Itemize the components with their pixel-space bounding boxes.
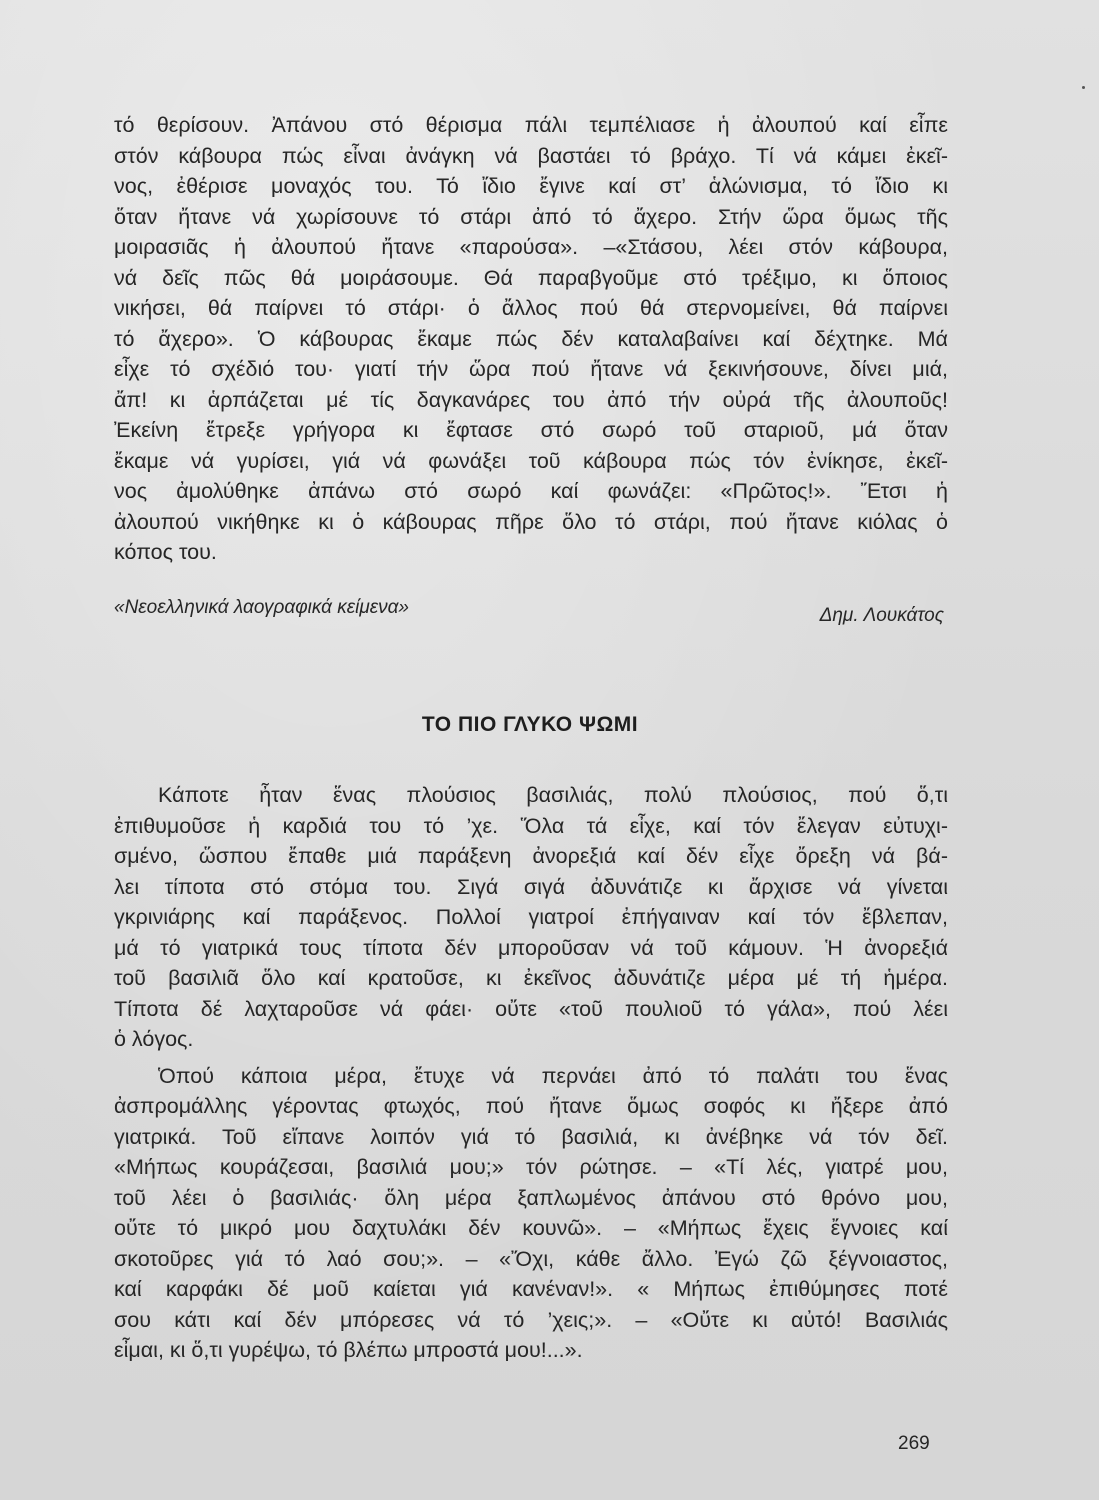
text-line: γιατρικά. Τοῦ εἴπανε λοιπόν γιά τό βασιλιά, κι ἀνέβηκε νά τόν δεῖ. [114,1124,948,1149]
text-line: λει τίποτα στό στόμα του. Σιγά σιγά ἀδυνάτιζε κι ἄρχισε νά γίνεται [114,874,948,899]
text-line: Τίποτα δέ λαχταροῦσε νά φάει· οὔτε «τοῦ πουλιοῦ τό γάλα», πού λέει [114,996,948,1021]
text-line: εἶμαι, κι ὅ,τι γυρέψω, τό βλέπω μπροστά μου!...». [114,1338,583,1362]
text-line: νος, ἐθέρισε μοναχός του. Τό ἴδιο ἔγινε καί στ’ ἁλώνισμα, τό ἴδιο κι [114,174,948,198]
text-line: γκρινιάρης καί παράξενος. Πολλοί γιατροί ἐπήγαιναν καί τόν ἔβλεπαν, [114,905,948,929]
text-line: τό ἄχερο». Ὁ κάβουρας ἔκαμε πώς δέν καταλαβαίνει καί δέχτηκε. Μά [114,326,948,351]
page-number: 269 [898,1433,930,1454]
text-line: οὔτε τό μικρό μου δαχτυλάκι δέν κουνῶ». – «Μήπως ἔχεις ἔγνοιες καί [114,1216,948,1240]
story-title: ΤΟ ΠΙΟ ΓΛΥΚΟ ΨΩΜΙ [421,713,639,736]
text-line: Ὁπού κάποια μέρα, ἔτυχε νά περνάει ἀπό τό παλάτι του ἕνας [158,1063,948,1088]
text-line: νος ἀμολύθηκε ἀπάνω στό σωρό καί φωνάζει: «Πρῶτος!». Ἔτσι ἡ [114,479,948,503]
text-line: ἐπιθυμοῦσε ἡ καρδιά του τό ’χε. Ὅλα τά εἶχε, καί τόν ἔλεγαν εὐτυχι- [114,813,948,838]
text-line: τοῦ λέει ὁ βασιλιάς· ὅλη μέρα ξαπλωμένος ἀπάνου στό θρόνο μου, [114,1185,948,1210]
text-line: σμένο, ὥσπου ἔπαθε μιά παράξενη ἀνορεξιά καί δέν εἶχε ὄρεξη νά βά- [114,844,948,868]
text-line: τό θερίσουν. Ἀπάνου στό θέρισμα πάλι τεμπέλιασε ἡ ἀλουπού καί εἶπε [114,113,948,137]
text-line: σκοτοῦρες γιά τό λαό σου;». – «Ὄχι, κάθε ἄλλο. Ἐγώ ζῶ ξέγνοιαστος, [114,1246,948,1271]
text-line: νά δεῖς πῶς θά μοιράσουμε. Θά παραβγοῦμε στό τρέξιμο, κι ὅποιος [114,265,948,290]
text-line: «Μήπως κουράζεσαι, βασιλιά μου;» τόν ρώτησε. – «Τί λές, γιατρέ μου, [114,1155,948,1179]
text-line: μοιρασιᾶς ἡ ἀλουπού ἤτανε «παρούσα». –«Στάσου, λέει στόν κάβουρα, [114,235,948,259]
text-line: εἶχε τό σχέδιό του· γιατί τήν ὥρα πού ἤτανε νά ξεκινήσουνε, δίνει μιά, [114,357,948,381]
text-line: καί καρφάκι δέ μοῦ καίεται γιά κανέναν!». « Μήπως ἐπιθύμησες ποτέ [114,1277,948,1301]
text-line: μά τό γιατρικά τους τίποτα δέν μποροῦσαν νά τοῦ κάμουν. Ἡ ἀνορεξιά [114,935,948,960]
author-name: Δημ. Λουκάτος [819,605,944,626]
paragraph [114,1061,948,1366]
text-line: ἀσπρομάλλης γέροντας φτωχός, πού ἤτανε ὅμως σοφός κι ἤξερε ἀπό [114,1094,948,1118]
text-line: ἀλουπού νικήθηκε κι ὁ κάβουρας πῆρε ὅλο τό στάρι, πού ἤτανε κιόλας ὁ [114,509,948,534]
text-line: Κάποτε ἦταν ἕνας πλούσιος βασιλιάς, πολύ πλούσιος, πού ὅ,τι [158,783,948,807]
attribution [114,597,944,627]
speck-mark [1082,86,1085,89]
text-line: ἄπ! κι ἁρπάζεται μέ τίς δαγκανάρες του ἀπό τήν οὐρά τῆς ἀλουποῦς! [114,387,948,412]
text-line: ὅταν ἤτανε νά χωρίσουνε τό στάρι ἀπό τό ἄχερο. Στήν ὥρα ὅμως τῆς [114,204,948,229]
text-line: τοῦ βασιλιᾶ ὅλο καί κρατοῦσε, κι ἐκεῖνος ἀδυνάτιζε μέρα μέ τή ἡμέρα. [114,966,948,990]
text-line: κόπος του. [114,540,217,564]
paragraph [114,780,948,1055]
text-line: νικήσει, θά παίρνει τό στάρι· ὁ ἄλλος πού θά στερνομείνει, θά παίρνει [114,296,948,320]
text-line: ἔκαμε νά γυρίσει, γιά νά φωνάξει τοῦ κάβουρα πώς τόν ἐνίκησε, ἐκεῖ- [114,448,948,473]
story-continuation [114,110,948,568]
text-line: ὁ λόγος. [114,1027,194,1051]
text-line: Ἐκείνη ἔτρεξε γρήγορα κι ἔφτασε στό σωρό τοῦ σταριοῦ, μά ὅταν [114,418,948,442]
text-line: στόν κάβουρα πώς εἶναι ἀνάγκη νά βαστάει τό βράχο. Τί νά κάμει ἐκεῖ- [114,143,948,168]
text-line: σου κάτι καί δέν μπόρεσες νά τό ’χεις;». – «Οὔτε κι αὐτό! Βασιλιάς [114,1307,948,1332]
source-citation: «Νεοελληνικά λαογραφικά κείμενα» [114,597,410,618]
story-body [114,780,948,1366]
